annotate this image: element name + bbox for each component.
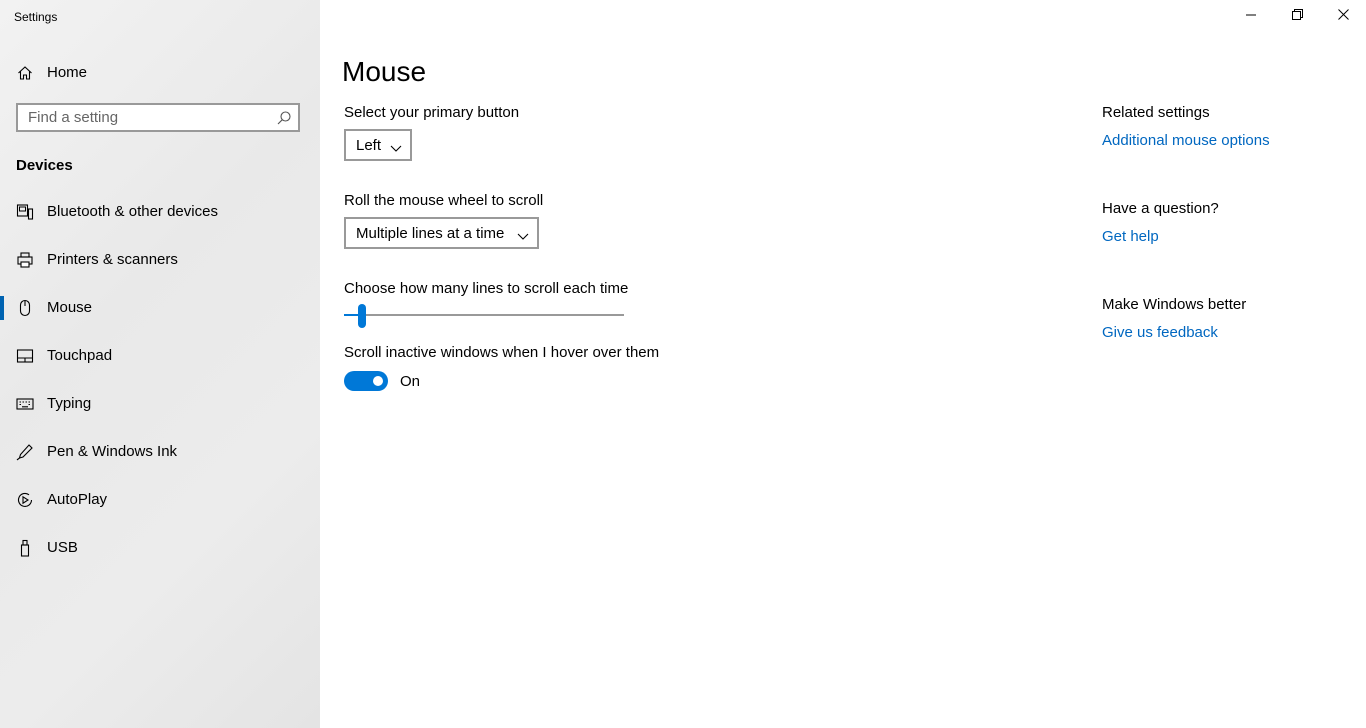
sidebar-item-mouse[interactable]	[0, 288, 320, 328]
sidebar-item-bluetooth[interactable]	[0, 192, 320, 232]
minimize-icon	[1246, 7, 1256, 25]
usb-icon	[16, 539, 34, 557]
lines-scroll-label: Choose how many lines to scroll each time	[344, 280, 629, 297]
sidebar	[0, 0, 320, 728]
sidebar-item-label: Typing	[47, 395, 92, 412]
sidebar-item-pen[interactable]	[0, 432, 320, 472]
page-title: Mouse	[342, 56, 427, 87]
get-help-link[interactable]: Get help	[1102, 228, 1159, 245]
question-heading: Have a question?	[1102, 200, 1219, 217]
wheel-scroll-dropdown[interactable]	[344, 217, 539, 249]
sidebar-item-touchpad[interactable]	[0, 336, 320, 376]
section-title: Devices	[16, 157, 73, 174]
wheel-scroll-label: Roll the mouse wheel to scroll	[344, 192, 544, 209]
sidebar-item-typing[interactable]	[0, 384, 320, 424]
bluetooth-devices-icon	[16, 203, 34, 221]
toggle-state-text: On	[400, 373, 421, 390]
sidebar-item-printers[interactable]	[0, 240, 320, 280]
autoplay-icon	[16, 491, 34, 509]
minimize-button[interactable]	[1228, 0, 1274, 32]
inactive-scroll-toggle[interactable]	[344, 371, 388, 391]
sidebar-home[interactable]	[0, 56, 320, 90]
app-title: Settings	[14, 10, 58, 24]
search-input[interactable]	[18, 105, 278, 130]
sidebar-item-label: Pen & Windows Ink	[47, 443, 178, 460]
dropdown-value: Multiple lines at a time	[356, 224, 505, 242]
sidebar-item-label: Mouse	[47, 299, 93, 316]
mouse-icon	[16, 299, 34, 317]
sidebar-item-label: USB	[47, 539, 78, 556]
dropdown-value: Left	[356, 136, 382, 154]
related-settings-heading: Related settings	[1102, 104, 1210, 121]
primary-button-label: Select your primary button	[344, 104, 520, 121]
sidebar-item-label: Touchpad	[47, 347, 113, 364]
sidebar-item-label: Printers & scanners	[47, 251, 178, 268]
pen-icon	[16, 443, 34, 461]
chevron-down-icon	[517, 228, 529, 238]
printer-icon	[16, 251, 34, 269]
active-indicator	[0, 296, 4, 320]
home-icon	[16, 64, 34, 82]
restore-button[interactable]	[1274, 0, 1320, 32]
keyboard-icon	[16, 395, 34, 413]
sidebar-item-usb[interactable]	[0, 528, 320, 568]
close-icon	[1338, 7, 1349, 25]
feedback-heading: Make Windows better	[1102, 296, 1247, 313]
chevron-down-icon	[390, 140, 402, 150]
close-button[interactable]	[1320, 0, 1366, 32]
give-feedback-link[interactable]: Give us feedback	[1102, 324, 1218, 341]
restore-icon	[1292, 7, 1303, 25]
primary-button-dropdown[interactable]	[344, 129, 412, 161]
touchpad-icon	[16, 347, 34, 365]
lines-slider-thumb[interactable]	[358, 304, 366, 328]
inactive-scroll-label: Scroll inactive windows when I hover over them	[344, 344, 660, 361]
additional-mouse-options-link[interactable]: Additional mouse options	[1102, 132, 1270, 149]
search-box[interactable]	[16, 103, 300, 132]
sidebar-item-label: AutoPlay	[47, 491, 108, 508]
sidebar-item-autoplay[interactable]	[0, 480, 320, 520]
lines-slider-track[interactable]	[344, 314, 624, 316]
home-label: Home	[47, 64, 88, 81]
search-icon[interactable]	[276, 110, 292, 126]
sidebar-item-label: Bluetooth & other devices	[47, 203, 218, 220]
toggle-knob	[373, 376, 383, 386]
